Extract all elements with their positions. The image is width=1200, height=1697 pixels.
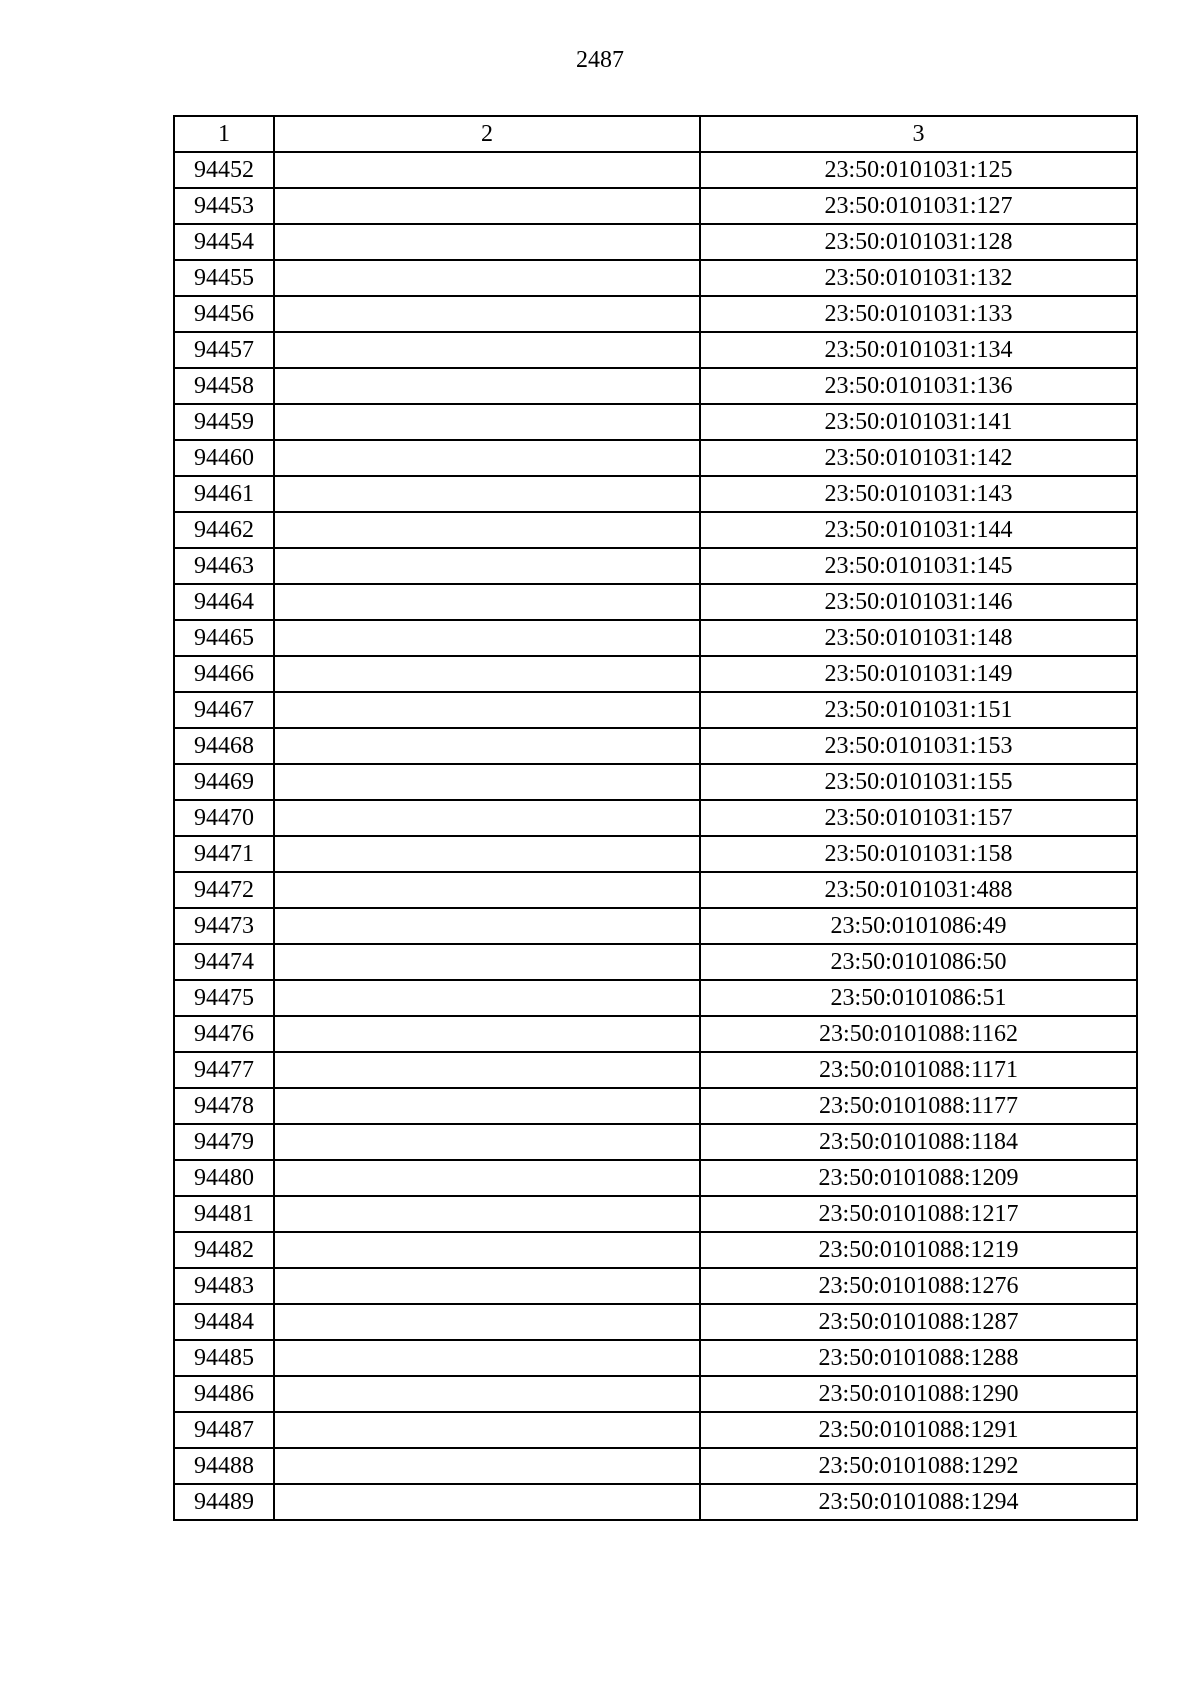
table-row — [174, 980, 1137, 1016]
row-number-cell: 94483 — [174, 1268, 274, 1304]
header-row — [174, 116, 1137, 152]
cadastral-number-cell: 23:50:0101031:153 — [700, 728, 1137, 764]
row-number-cell: 94488 — [174, 1448, 274, 1484]
row-description-cell — [274, 260, 700, 296]
row-description-cell — [274, 692, 700, 728]
table-row — [174, 1124, 1137, 1160]
column-header-1: 1 — [174, 116, 274, 152]
row-description-cell — [274, 1196, 700, 1232]
row-description-cell — [274, 188, 700, 224]
row-number-cell: 94454 — [174, 224, 274, 260]
row-number-cell: 94465 — [174, 620, 274, 656]
row-description-cell — [274, 836, 700, 872]
cadastral-number-cell: 23:50:0101031:125 — [700, 152, 1137, 188]
row-number-cell: 94478 — [174, 1088, 274, 1124]
table-row — [174, 260, 1137, 296]
table-row — [174, 584, 1137, 620]
row-number-cell: 94458 — [174, 368, 274, 404]
row-description-cell — [274, 872, 700, 908]
row-description-cell — [274, 152, 700, 188]
table-header — [174, 116, 1137, 152]
row-number-cell: 94452 — [174, 152, 274, 188]
cadastral-number-cell: 23:50:0101031:132 — [700, 260, 1137, 296]
cadastral-number-cell: 23:50:0101086:51 — [700, 980, 1137, 1016]
row-description-cell — [274, 656, 700, 692]
table-row — [174, 620, 1137, 656]
row-number-cell: 94489 — [174, 1484, 274, 1520]
row-description-cell — [274, 800, 700, 836]
cadastral-number-cell: 23:50:0101088:1171 — [700, 1052, 1137, 1088]
row-number-cell: 94464 — [174, 584, 274, 620]
row-number-cell: 94468 — [174, 728, 274, 764]
table-row — [174, 1448, 1137, 1484]
table-row — [174, 188, 1137, 224]
row-description-cell — [274, 1232, 700, 1268]
row-description-cell — [274, 1448, 700, 1484]
row-number-cell: 94473 — [174, 908, 274, 944]
data-table — [173, 115, 1138, 1521]
cadastral-number-cell: 23:50:0101031:136 — [700, 368, 1137, 404]
table-row — [174, 908, 1137, 944]
row-description-cell — [274, 512, 700, 548]
row-description-cell — [274, 1052, 700, 1088]
row-number-cell: 94481 — [174, 1196, 274, 1232]
table-row — [174, 1412, 1137, 1448]
cadastral-number-cell: 23:50:0101088:1217 — [700, 1196, 1137, 1232]
table-row — [174, 692, 1137, 728]
row-number-cell: 94485 — [174, 1340, 274, 1376]
cadastral-number-cell: 23:50:0101088:1292 — [700, 1448, 1137, 1484]
table-row — [174, 1160, 1137, 1196]
row-number-cell: 94460 — [174, 440, 274, 476]
cadastral-number-cell: 23:50:0101088:1290 — [700, 1376, 1137, 1412]
row-number-cell: 94466 — [174, 656, 274, 692]
row-description-cell — [274, 296, 700, 332]
row-description-cell — [274, 980, 700, 1016]
row-description-cell — [274, 368, 700, 404]
row-description-cell — [274, 1376, 700, 1412]
table-row — [174, 872, 1137, 908]
table-body — [174, 152, 1137, 1520]
cadastral-number-cell: 23:50:0101031:133 — [700, 296, 1137, 332]
row-description-cell — [274, 584, 700, 620]
table-row — [174, 1304, 1137, 1340]
table-row — [174, 944, 1137, 980]
table-row — [174, 764, 1137, 800]
table-row — [174, 656, 1137, 692]
table-row — [174, 1016, 1137, 1052]
cadastral-number-cell: 23:50:0101088:1209 — [700, 1160, 1137, 1196]
row-number-cell: 94457 — [174, 332, 274, 368]
row-description-cell — [274, 1412, 700, 1448]
cadastral-number-cell: 23:50:0101088:1294 — [700, 1484, 1137, 1520]
cadastral-number-cell: 23:50:0101088:1184 — [700, 1124, 1137, 1160]
table-row — [174, 440, 1137, 476]
row-number-cell: 94469 — [174, 764, 274, 800]
row-description-cell — [274, 440, 700, 476]
row-description-cell — [274, 1088, 700, 1124]
table-row — [174, 368, 1137, 404]
row-number-cell: 94459 — [174, 404, 274, 440]
row-number-cell: 94484 — [174, 1304, 274, 1340]
table-row — [174, 1052, 1137, 1088]
row-number-cell: 94461 — [174, 476, 274, 512]
cadastral-number-cell: 23:50:0101086:49 — [700, 908, 1137, 944]
cadastral-number-cell: 23:50:0101031:143 — [700, 476, 1137, 512]
page-number: 2487 — [576, 47, 624, 73]
cadastral-number-cell: 23:50:0101031:127 — [700, 188, 1137, 224]
cadastral-number-cell: 23:50:0101086:50 — [700, 944, 1137, 980]
table-row — [174, 836, 1137, 872]
cadastral-number-cell: 23:50:0101031:144 — [700, 512, 1137, 548]
row-number-cell: 94467 — [174, 692, 274, 728]
row-description-cell — [274, 944, 700, 980]
row-description-cell — [274, 1304, 700, 1340]
row-description-cell — [274, 1160, 700, 1196]
row-description-cell — [274, 332, 700, 368]
table-row — [174, 800, 1137, 836]
cadastral-number-cell: 23:50:0101031:146 — [700, 584, 1137, 620]
row-number-cell: 94487 — [174, 1412, 274, 1448]
row-number-cell: 94456 — [174, 296, 274, 332]
table-row — [174, 476, 1137, 512]
row-number-cell: 94462 — [174, 512, 274, 548]
column-header-3: 3 — [700, 116, 1137, 152]
table-row — [174, 728, 1137, 764]
cadastral-number-cell: 23:50:0101088:1177 — [700, 1088, 1137, 1124]
cadastral-number-cell: 23:50:0101031:134 — [700, 332, 1137, 368]
row-description-cell — [274, 728, 700, 764]
table-row — [174, 152, 1137, 188]
row-number-cell: 94477 — [174, 1052, 274, 1088]
row-number-cell: 94453 — [174, 188, 274, 224]
row-number-cell: 94486 — [174, 1376, 274, 1412]
cadastral-number-cell: 23:50:0101088:1287 — [700, 1304, 1137, 1340]
table-row — [174, 1088, 1137, 1124]
row-number-cell: 94474 — [174, 944, 274, 980]
cadastral-number-cell: 23:50:0101088:1276 — [700, 1268, 1137, 1304]
cadastral-number-cell: 23:50:0101031:141 — [700, 404, 1137, 440]
row-description-cell — [274, 764, 700, 800]
row-description-cell — [274, 404, 700, 440]
row-description-cell — [274, 548, 700, 584]
row-description-cell — [274, 1484, 700, 1520]
table-row — [174, 1484, 1137, 1520]
row-number-cell: 94475 — [174, 980, 274, 1016]
row-number-cell: 94455 — [174, 260, 274, 296]
cadastral-number-cell: 23:50:0101031:149 — [700, 656, 1137, 692]
cadastral-number-cell: 23:50:0101088:1288 — [700, 1340, 1137, 1376]
cadastral-number-cell: 23:50:0101031:157 — [700, 800, 1137, 836]
row-number-cell: 94470 — [174, 800, 274, 836]
cadastral-number-cell: 23:50:0101088:1291 — [700, 1412, 1137, 1448]
cadastral-number-cell: 23:50:0101031:158 — [700, 836, 1137, 872]
table-row — [174, 332, 1137, 368]
row-number-cell: 94480 — [174, 1160, 274, 1196]
row-number-cell: 94471 — [174, 836, 274, 872]
cadastral-number-cell: 23:50:0101031:151 — [700, 692, 1137, 728]
row-number-cell: 94479 — [174, 1124, 274, 1160]
table-row — [174, 548, 1137, 584]
table-row — [174, 224, 1137, 260]
cadastral-number-cell: 23:50:0101031:148 — [700, 620, 1137, 656]
cadastral-number-cell: 23:50:0101031:128 — [700, 224, 1137, 260]
table-row — [174, 1340, 1137, 1376]
row-description-cell — [274, 1124, 700, 1160]
row-number-cell: 94482 — [174, 1232, 274, 1268]
row-number-cell: 94476 — [174, 1016, 274, 1052]
table-row — [174, 1196, 1137, 1232]
table-row — [174, 296, 1137, 332]
cadastral-number-cell: 23:50:0101088:1219 — [700, 1232, 1137, 1268]
cadastral-number-cell: 23:50:0101031:488 — [700, 872, 1137, 908]
table-row — [174, 1232, 1137, 1268]
row-description-cell — [274, 620, 700, 656]
cadastral-number-cell: 23:50:0101031:142 — [700, 440, 1137, 476]
cadastral-number-cell: 23:50:0101088:1162 — [700, 1016, 1137, 1052]
row-description-cell — [274, 908, 700, 944]
table-row — [174, 1376, 1137, 1412]
row-number-cell: 94472 — [174, 872, 274, 908]
row-description-cell — [274, 224, 700, 260]
row-number-cell: 94463 — [174, 548, 274, 584]
row-description-cell — [274, 1268, 700, 1304]
table-row — [174, 1268, 1137, 1304]
table-row — [174, 512, 1137, 548]
table-row — [174, 404, 1137, 440]
row-description-cell — [274, 476, 700, 512]
cadastral-number-cell: 23:50:0101031:145 — [700, 548, 1137, 584]
row-description-cell — [274, 1016, 700, 1052]
row-description-cell — [274, 1340, 700, 1376]
cadastral-number-cell: 23:50:0101031:155 — [700, 764, 1137, 800]
column-header-2: 2 — [274, 116, 700, 152]
